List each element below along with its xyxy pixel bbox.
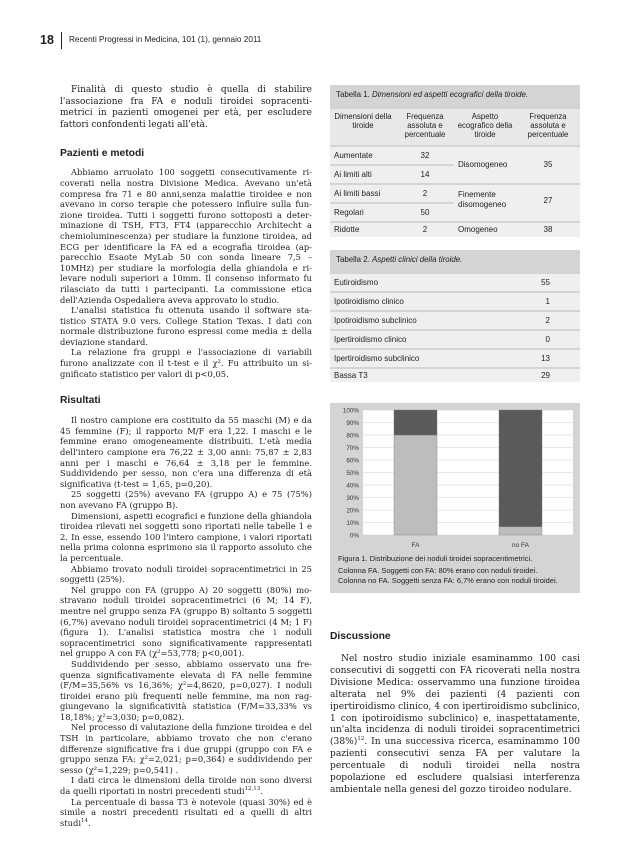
table-1-header-aspect: Aspetto ecografico della tiroide — [457, 112, 513, 139]
results-paragraph-9 — [60, 797, 312, 829]
table-1-left-value: 2 — [422, 189, 428, 198]
results-p8-text: I dati circa le dimensioni della tiroide non sono diversi da quelli riportati in nostri precedenti studi — [60, 775, 312, 797]
results-paragraph-2: 25 soggetti (25%) avevano FA (gruppo A) e 75 (75%) non avevano FA (gruppo B). — [60, 489, 312, 510]
results-paragraph-3: Dimensioni, aspetti ecografici e funzione della ghiandola tiroidea rilevati nei soggetti sono riportati nelle tabelle 1 e 2. In esse, essendo 100 l'intero campione, i valori riportati nella prima colonna esprimono sia il rapporto assoluto che la percentuale. — [60, 510, 312, 563]
methods-paragraph-1: Abbiamo arruolato 100 soggetti consecutivamente ricoverati nella nostra Divisione Medica. Avevano un'età compresa fra 71 e 80 anni,senza malattie tiroidee e non avevano in corso terapie che potessero influire sulla funzione tiroidea. Tutti i soggetti furono sottoposti a determinazione di TSH, FT3, FT4 (apparecchio Architecht a chemioluminescenza) per studiare la funzione tiroidea, ad ECG per identificare la FA ed a ecografia tiroidea (apparecchio Esaote MyLab 50 con sonda lineare 7,5 – 10MHz) per studiare la morfologia della ghiandola e rilevare noduli superiori a 10mm. Il consenso informato fu rilasciato da tutti i partecipanti. La commissione etica dell'Azienda Ospedaliera aveva approvato lo studio. — [60, 167, 312, 305]
table-2-label: Bassa T3 — [334, 371, 368, 380]
results-paragraph-7: Nel processo di valutazione della funzione tiroidea e del TSH in particolare, abbiamo trovato che non c'erano differenze significative fra i due gruppi (gruppo con FA e gruppo senza FA: χ²=2,021; p=0,364) e suddividendo per sesso (χ²=1,229; p=0,541) . — [60, 722, 312, 775]
results-paragraph-8 — [60, 775, 312, 796]
header-divider — [61, 32, 62, 49]
table-1-caption-title: Dimensioni ed aspetti ecografici della tiroide. — [371, 90, 529, 99]
discussion-heading: Discussione — [330, 631, 391, 642]
table-1-header-frequency-2: Frequenza assoluta e percentuale — [527, 112, 569, 139]
table-2 — [330, 250, 580, 382]
results-paragraph-1: Il nostro campione era costituito da 55 maschi (M) e da 45 femmine (F); il rapporto M/F era 1,22. I maschi e le femmine erano omogeneamente distribuiti. L'età media dell'intero campione era 76,22 ± 3,00 anni: 75,87 ± 2,83 anni per i maschi e 76,64 ± 3,18 per le femmine. Suddividendo per sesso, non c'era una differenza di età significativa (t-test = 1,65, p=0,20). — [60, 415, 312, 489]
y-tick-label: 90% — [346, 420, 359, 427]
bar-segment-without-nodules — [499, 410, 542, 527]
results-paragraph-5: Nel gruppo con FA (gruppo A) 20 soggetti (80%) mostravano noduli tiroidei sopracentimetrici (6 M; 14 F), mentre nel gruppo senza FA (gruppo B) soltanto 5 soggetti (6,7%) avevano noduli tiroidei sopracentimetrici (4 M; 1 F) (figura 1). L'analisi statistica mostra che i noduli sopracentimetrici sono significativamente rappresentati nel gruppo A con FA (χ²=53,778; p<0,001). — [60, 584, 312, 659]
results-heading: Risultati — [60, 395, 101, 407]
y-tick-label: 50% — [346, 470, 359, 477]
y-tick-label: 30% — [346, 495, 359, 502]
table-1-left-label: Aumentate — [334, 151, 373, 160]
methods-paragraph-2: L'analisi statistica fu ottenuta usando il software statistico STATA 9.0 vers. College Station Texas. I dati con normale distribuzione furono espressi come media ± della deviazione standard. — [60, 305, 312, 347]
left-column — [60, 85, 312, 828]
y-tick-label: 100% — [342, 407, 359, 415]
y-tick-label: 70% — [346, 445, 359, 452]
discussion-section — [330, 631, 580, 797]
table-1 — [330, 85, 580, 237]
table-1-right-value: 38 — [543, 225, 553, 234]
figure-1-chart — [330, 403, 580, 548]
table-2-value: 1 — [545, 297, 550, 306]
citation-ref: 12,13 — [244, 786, 261, 793]
results-paragraph-6: Suddividendo per sesso, abbiamo osservato una frequenza significativamente elevata di FA nelle femmine (F/M=35,56% vs 16,36%; χ²=4,8620, p=0,027). I noduli tiroidei erano più frequenti nelle femmine, ma non raggiungevano la significatività statistica (F/M=33,33% vs 18,18%; χ²=3,030; p=0,082). — [60, 658, 312, 722]
x-axis-ticks — [412, 542, 530, 548]
table-1-left-value: 32 — [420, 151, 430, 160]
bar-segment-without-nodules — [394, 410, 437, 435]
citation-ref: 14 — [81, 818, 89, 825]
table-1-caption — [330, 85, 580, 103]
table-1-right-value: 35 — [543, 160, 553, 169]
table-1-left-value: 2 — [422, 225, 428, 234]
table-1-left-value: 50 — [420, 208, 430, 217]
figure-1 — [330, 403, 580, 593]
table-2-label: Eutiroidismo — [334, 278, 379, 287]
table-2-label: Ipertiroidismo subclinico — [334, 354, 420, 363]
results-p9-end: . — [88, 817, 91, 828]
table-2-caption-title: Aspetti clinici della tiroide. — [371, 255, 463, 264]
table-1-left-label: Regolari — [334, 208, 364, 217]
table-2-label: Ipertiroidismo clinico — [334, 335, 407, 344]
figure-1-caption — [338, 554, 578, 586]
table-2-value: 13 — [541, 354, 550, 363]
y-tick-label: 0% — [349, 532, 359, 540]
figure-1-title: Figura 1. Distribuzione dei noduli tiroidei sopracentimetrici. — [338, 554, 533, 563]
y-axis-ticks — [343, 408, 360, 540]
running-title: Recenti Progressi in Medicina, 101 (1), gennaio 2011 — [69, 35, 262, 44]
figure-1-line-2: Colonna no FA. Soggetti senza FA: 6,7% erano con noduli tiroidei. — [338, 576, 558, 585]
table-1-header-dimensions: Dimensioni della tiroide — [334, 112, 392, 130]
intro-paragraph: Finalità di questo studio è quella di stabilire l'associazione fra FA e noduli tiroidei sopracentimetrici in pazienti omogenei per età, per escludere fattori confondenti legati all'età. — [60, 85, 312, 130]
table-1-caption-prefix: Tabella 1. — [336, 90, 370, 99]
y-tick-label: 40% — [346, 482, 359, 490]
table-2-value: 2 — [545, 316, 550, 325]
table-1-header-row — [330, 109, 580, 145]
table-1-left-value: 14 — [420, 170, 430, 179]
results-p9-text: La percentuale di bassa T3 è notevole (quasi 30%) ed è simile a nostri precedenti risultati ed a quelli di altri studi — [60, 796, 312, 828]
citation-ref: 12 — [357, 736, 365, 743]
bar-segment-with-nodules — [394, 435, 437, 535]
y-tick-label: 10% — [346, 520, 359, 527]
y-tick-label: 80% — [346, 432, 359, 440]
discussion-text: Nel nostro studio iniziale esaminammo 100 casi consecutivi di soggetti con FA ricoverati nella nostra Divisione Medica: osservammo una funzione tiroidea alterata nel 9% dei pazienti (4 pazienti con ipertiroidismo clinico, 4 con ipertiroidismo subclinico, 1 con ipotiroidismo subclinico) e, inaspettatamente, un'alta incidenza di noduli tiroidei sopracentimetrici (38%) — [330, 654, 580, 748]
y-tick-label: 20% — [346, 507, 359, 515]
table-1-header-frequency: Frequenza assoluta e percentuale — [404, 112, 446, 139]
table-1-left-label: Ridotte — [334, 225, 360, 234]
figure-1-line-1: Colonna FA. Soggetti con FA: 80% erano con noduli tiroidei. — [338, 566, 538, 575]
table-1-right-label: Disomogeneo — [458, 160, 508, 169]
methods-heading: Pazienti e metodi — [60, 148, 145, 160]
x-tick-label: FA — [411, 542, 420, 548]
table-2-label: Ipotiroidismo clinico — [334, 297, 404, 306]
table-2-value: 0 — [545, 335, 550, 344]
discussion-paragraph — [330, 654, 580, 797]
table-2-caption — [330, 250, 580, 268]
results-p8-end: . — [260, 786, 263, 797]
table-1-right-value: 27 — [543, 196, 553, 205]
table-2-value: 29 — [541, 371, 550, 380]
y-tick-label: 60% — [346, 457, 359, 465]
discussion-text-2: . In una successiva ricerca, esaminammo 100 pazienti consecutivi senza FA per valutare la percentuale di noduli tiroidei nella nostra popolazione ed escludere qualsiasi interferenza ambientale nella genesi del gozzo tiroideo nodulare. — [330, 737, 580, 795]
results-paragraph-4: Abbiamo trovato noduli tiroidei sopracentimetrici in 25 soggetti (25%). — [60, 563, 312, 585]
table-2-caption-prefix: Tabella 2. — [336, 255, 370, 264]
table-1-left-label: Ai limiti alti — [334, 170, 372, 179]
page-number: 18 — [40, 33, 54, 47]
bar-segment-with-nodules — [499, 527, 542, 535]
table-1-right-label: Finemente disomogeneo — [458, 190, 507, 209]
methods-paragraph-3: La relazione fra gruppi e l'associazione di variabili furono analizzate con il t-test e il χ². Fu attribuito un significato statistico per valori di p<0,05. — [60, 347, 312, 379]
table-1-left-label: Ai limiti bassi — [334, 189, 381, 198]
x-tick-label: no FA — [512, 542, 529, 548]
table-2-value: 55 — [541, 278, 550, 287]
table-1-right-label: Omogeneo — [458, 225, 498, 234]
table-2-label: Ipotiroidismo subclinico — [334, 316, 417, 325]
